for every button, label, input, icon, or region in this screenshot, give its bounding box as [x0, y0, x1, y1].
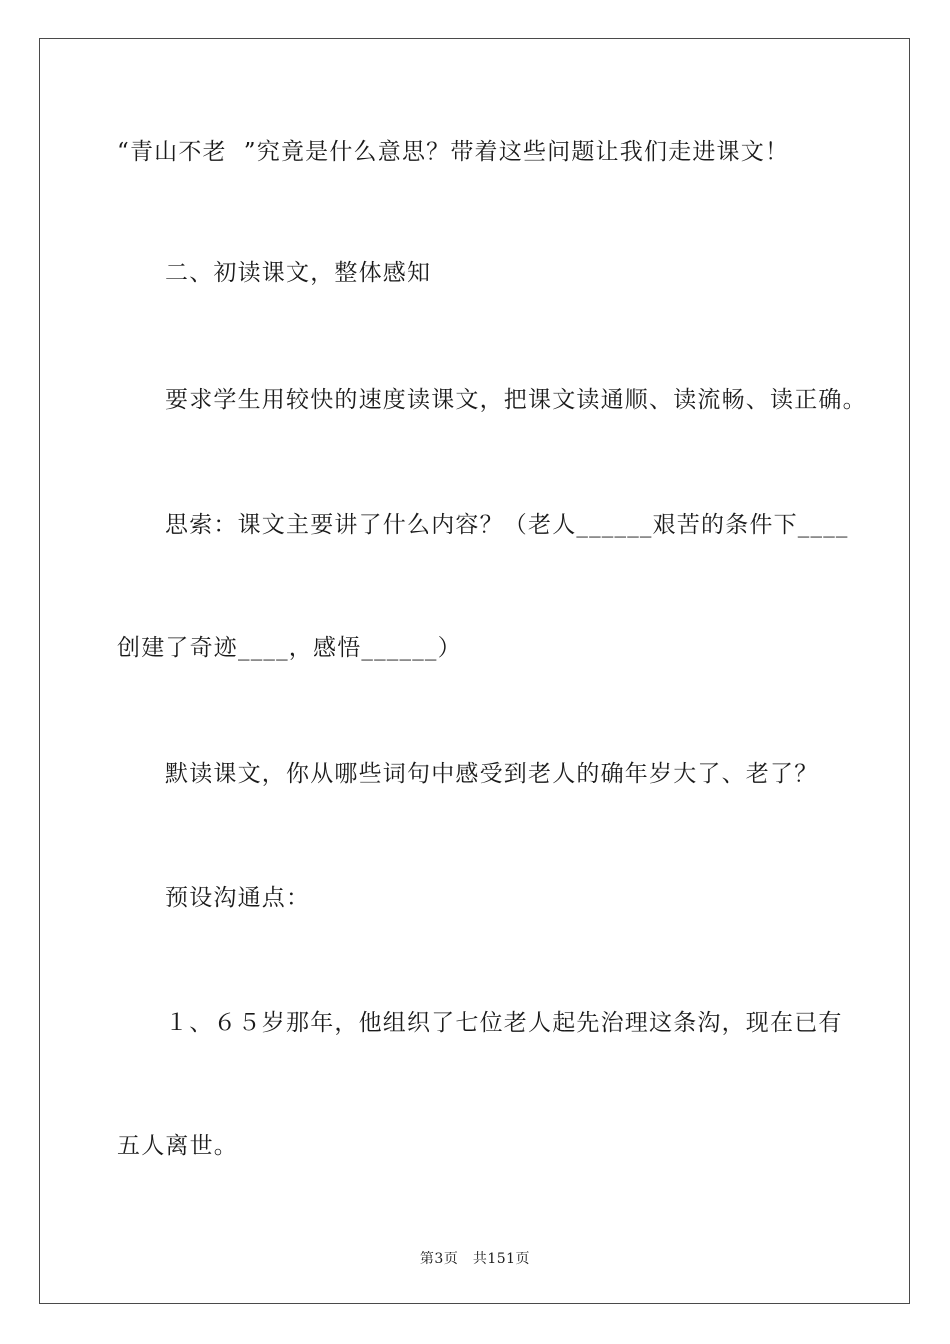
paragraph-line: 要求学生用较快的速度读课文，把课文读通顺、读流畅、读正确。	[165, 387, 867, 413]
section-heading: 二、初读课文，整体感知	[165, 260, 432, 286]
page-number-footer: 第3页 共151页	[419, 1251, 531, 1267]
paragraph-line: １、６５岁那年，他组织了七位老人起先治理这条沟，现在已有	[165, 1010, 843, 1036]
page-border	[39, 38, 910, 1304]
paragraph-line: 五人离世。	[117, 1133, 238, 1159]
paragraph-line: “青山不老 ”究竟是什么意思？带着这些问题让我们走进课文！	[117, 139, 790, 165]
paragraph-line: 默读课文，你从哪些词句中感受到老人的确年岁大了、老了？	[165, 761, 819, 787]
paragraph-line: 创建了奇迹____，感悟______）	[117, 635, 462, 661]
paragraph-line: 思索：课文主要讲了什么内容？（老人______艰苦的条件下____	[165, 512, 849, 538]
paragraph-line: 预设沟通点：	[165, 885, 311, 911]
